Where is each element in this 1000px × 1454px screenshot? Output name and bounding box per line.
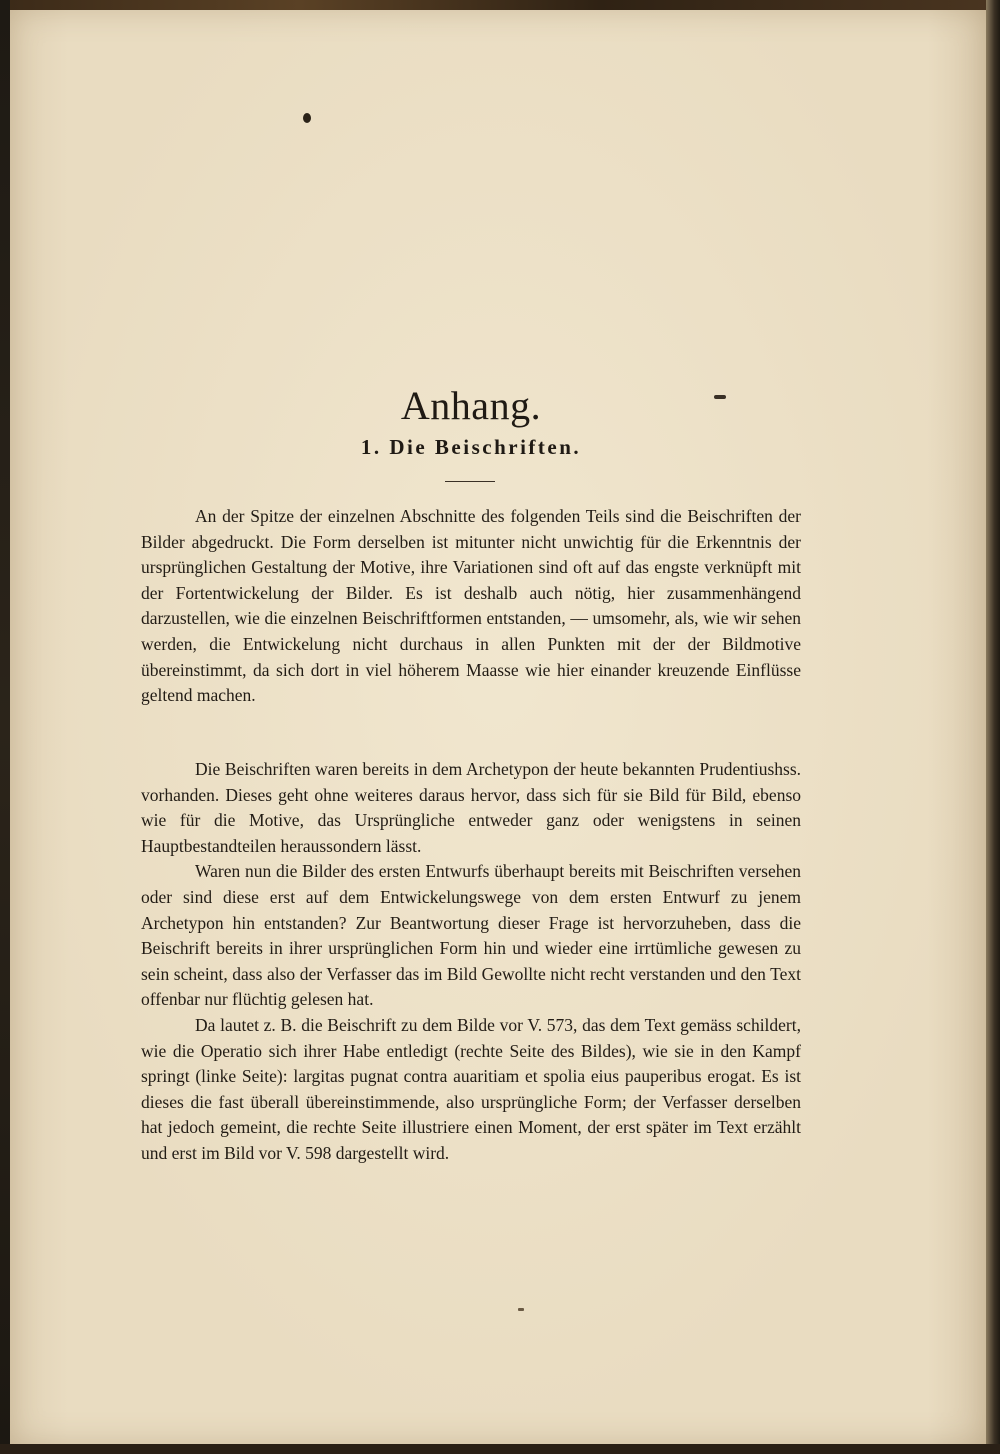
paragraph: Waren nun die Bilder des ersten Entwurfs überhaupt bereits mit Beischriften versehen oder sind diese erst auf dem Entwickelungswege von dem ersten Entwurf zu jenem Archetypon hin entstanden? Zur Beantwortung dieser Frage ist hervorzuheben, dass die Beischrift bereits in ihrer ursprünglichen Form hin und wieder eine irrtümliche gewesen zu sein scheint, dass also der Verfasser das im Bild Gewollte nicht recht verstanden und den Text offenbar nur flüchtig gelesen hat.: [141, 861, 801, 1010]
text-block-intro: [141, 504, 801, 709]
paragraph: Die Beischriften waren bereits in dem Archetypon der heute bekannten Prudentiushss. vorhanden. Dieses geht ohne weiteres daraus hervor, dass sich für sie Bild für Bild, ebenso wie für die Motive, das Ursprüngliche entweder ganz oder wenigstens in seinen Hauptbestandteilen heraussondern lässt.: [141, 759, 801, 856]
page-title: Anhang.: [400, 383, 542, 428]
paragraph: Da lautet z. B. die Beischrift zu dem Bilde vor V. 573, das dem Text gemäss schildert, wie die Operatio sich ihrer Habe entledigt (rechte Seite des Bildes), wie sie in den Kampf springt (linke Seite): largitas pugnat contra auaritiam et spolia eius pauperibus erogat. Es ist dieses die fast überall übereinstimmende, also ursprüngliche Form; der Verfasser derselben hat jedoch gemeint, die rechte Seite illustriere einen Moment, der erst später im Text erzählt und erst im Bild vor V. 598 dargestellt wird.: [141, 1014, 801, 1163]
book-edge-bottom: [0, 1444, 1000, 1454]
section-title: 1. Die Beischriften.: [360, 435, 582, 459]
book-edge-right: [986, 0, 1000, 1454]
book-page: [10, 10, 986, 1444]
ink-dot: [303, 113, 311, 123]
book-edge-left: [0, 0, 10, 1454]
ink-speck: [518, 1308, 524, 1311]
text-block-main: [141, 757, 801, 1167]
paragraph: An der Spitze der einzelnen Abschnitte des folgenden Teils sind die Beischriften der Bilder abgedruckt. Die Form derselben ist mitunter nicht unwichtig für die Erkenntnis der ursprünglichen Gestaltung der Motive, ihre Variationen sind oft auf das engste verknüpft mit der Fortentwickelung der Bilder. Es ist deshalb auch nötig, hier zusammenhängend darzustellen, wie die einzelnen Beischriftformen entstanden, — umsomehr, als, wie wir sehen werden, die Entwickelung nicht durchaus in allen Punkten mit der der Bildmotive übereinstimmt, da sich dort in viel höherem Maasse wie hier einander kreuzende Einflüsse geltend machen.: [141, 506, 801, 706]
title-divider: [445, 481, 495, 482]
